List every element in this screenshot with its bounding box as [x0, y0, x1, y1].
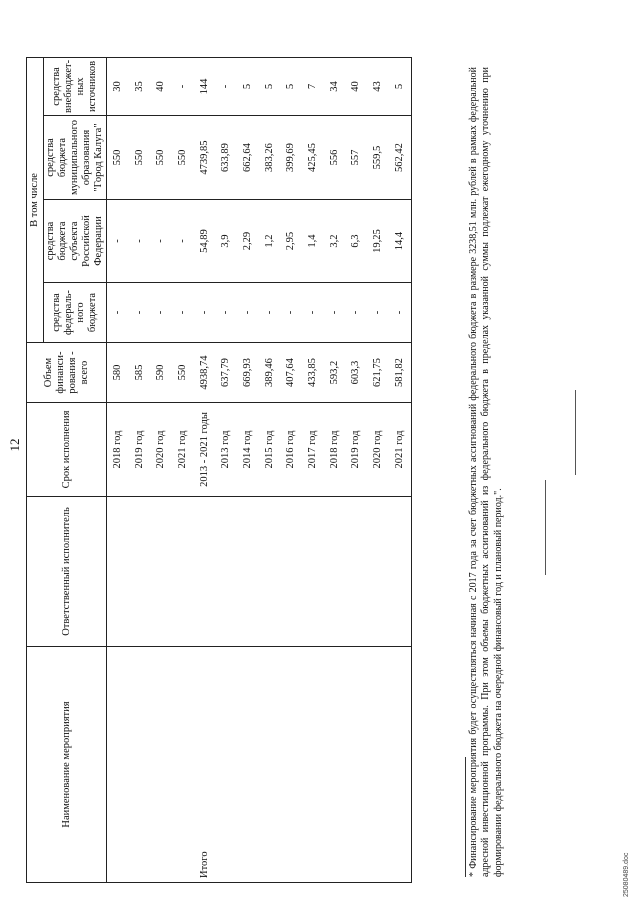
- cell-term: 2014 год: [237, 403, 259, 497]
- cell-municipal: 550: [150, 116, 172, 200]
- cell-municipal: 425,45: [302, 116, 324, 200]
- header-group: В том числе: [27, 57, 44, 342]
- header-name: Наименование мероприятия: [27, 647, 107, 883]
- cell-regional: 54,89: [194, 200, 216, 283]
- cell-extra: 30: [107, 57, 129, 115]
- cell-regional: 2,95: [281, 200, 303, 283]
- table-row: [346, 57, 368, 882]
- cell-regional: -: [129, 200, 151, 283]
- cell-volume: 581,82: [389, 343, 411, 403]
- cell-name: [129, 647, 151, 883]
- cell-municipal: 562,42: [389, 116, 411, 200]
- cell-municipal: 556: [324, 116, 346, 200]
- cell-volume: 407,64: [281, 343, 303, 403]
- cell-executor: [107, 497, 129, 647]
- cell-executor: [389, 497, 411, 647]
- cell-extra: 7: [302, 57, 324, 115]
- header-extra: средства внебюджет-ных источников: [44, 57, 107, 115]
- cell-executor: [346, 497, 368, 647]
- document-id: 25080489.doc: [623, 852, 630, 897]
- cell-municipal: 633,89: [215, 116, 237, 200]
- cell-federal: -: [215, 283, 237, 343]
- cell-name: [172, 647, 194, 883]
- cell-volume: 580: [107, 343, 129, 403]
- cell-volume: 593,2: [324, 343, 346, 403]
- cell-executor: [194, 497, 216, 647]
- header-federal: средства федераль-ного бюджета: [44, 283, 107, 343]
- cell-name: [259, 647, 281, 883]
- cell-extra: 35: [129, 57, 151, 115]
- cell-executor: [215, 497, 237, 647]
- header-executor: Ответственный исполнитель: [27, 497, 107, 647]
- cell-federal: -: [302, 283, 324, 343]
- cell-term: 2020 год: [367, 403, 389, 497]
- cell-executor: [172, 497, 194, 647]
- table-row: [324, 57, 346, 882]
- cell-name: [302, 647, 324, 883]
- cell-municipal: 399,69: [281, 116, 303, 200]
- cell-federal: -: [194, 283, 216, 343]
- financing-table: [26, 57, 412, 883]
- table-body: [107, 57, 412, 882]
- cell-federal: -: [259, 283, 281, 343]
- cell-federal: -: [237, 283, 259, 343]
- cell-term: 2013 - 2021 годы: [194, 403, 216, 497]
- table-row: [215, 57, 237, 882]
- cell-term: 2019 год: [346, 403, 368, 497]
- cell-extra: 40: [150, 57, 172, 115]
- cell-term: 2016 год: [281, 403, 303, 497]
- cell-executor: [129, 497, 151, 647]
- cell-term: 2021 год: [172, 403, 194, 497]
- cell-volume: 4938,74: [194, 343, 216, 403]
- table-row: [150, 57, 172, 882]
- cell-term: 2018 год: [324, 403, 346, 497]
- cell-volume: 590: [150, 343, 172, 403]
- cell-extra: -: [172, 57, 194, 115]
- table-row: [302, 57, 324, 882]
- table-row: [194, 57, 216, 882]
- cell-term: 2018 год: [107, 403, 129, 497]
- cell-term: 2017 год: [302, 403, 324, 497]
- cell-regional: 1,4: [302, 200, 324, 283]
- cell-extra: 43: [367, 57, 389, 115]
- cell-federal: -: [324, 283, 346, 343]
- page-number: 12: [7, 438, 22, 452]
- cell-volume: 389,46: [259, 343, 281, 403]
- cell-executor: [302, 497, 324, 647]
- cell-municipal: 550: [107, 116, 129, 200]
- cell-extra: 5: [259, 57, 281, 115]
- divider-short: [545, 480, 546, 575]
- cell-federal: -: [172, 283, 194, 343]
- cell-name: [324, 647, 346, 883]
- cell-executor: [367, 497, 389, 647]
- cell-municipal: 4739,85: [194, 116, 216, 200]
- cell-extra: 5: [281, 57, 303, 115]
- divider-short-2: [575, 390, 576, 475]
- table-row: [367, 57, 389, 882]
- cell-municipal: 557: [346, 116, 368, 200]
- cell-federal: -: [150, 283, 172, 343]
- cell-executor: [237, 497, 259, 647]
- table-row: [259, 57, 281, 882]
- cell-extra: -: [215, 57, 237, 115]
- cell-executor: [281, 497, 303, 647]
- cell-name: [281, 647, 303, 883]
- header-municipal: средства бюджета муниципального образования "Город Калуга": [44, 116, 107, 200]
- header-regional: средства бюджета субъекта Российской Федерации: [44, 200, 107, 283]
- table-row: [107, 57, 129, 882]
- cell-term: 2020 год: [150, 403, 172, 497]
- cell-federal: -: [129, 283, 151, 343]
- cell-volume: 550: [172, 343, 194, 403]
- cell-volume: 637,79: [215, 343, 237, 403]
- cell-volume: 669,93: [237, 343, 259, 403]
- cell-federal: -: [346, 283, 368, 343]
- cell-executor: [259, 497, 281, 647]
- cell-volume: 603,3: [346, 343, 368, 403]
- cell-regional: 2,29: [237, 200, 259, 283]
- cell-volume: 433,85: [302, 343, 324, 403]
- cell-volume: 621,75: [367, 343, 389, 403]
- cell-term: 2021 год: [389, 403, 411, 497]
- cell-regional: 14,4: [389, 200, 411, 283]
- cell-term: 2013 год: [215, 403, 237, 497]
- cell-name: [237, 647, 259, 883]
- cell-regional: 6,3: [346, 200, 368, 283]
- table-row: [172, 57, 194, 882]
- header-volume: Объем финанси-рования - всего: [27, 343, 107, 403]
- cell-name: [215, 647, 237, 883]
- cell-regional: 1,2: [259, 200, 281, 283]
- cell-extra: 5: [389, 57, 411, 115]
- cell-extra: 144: [194, 57, 216, 115]
- cell-regional: -: [150, 200, 172, 283]
- cell-name: [346, 647, 368, 883]
- table-row: [281, 57, 303, 882]
- cell-regional: 3,9: [215, 200, 237, 283]
- cell-municipal: 550: [129, 116, 151, 200]
- cell-federal: -: [107, 283, 129, 343]
- cell-regional: 3,2: [324, 200, 346, 283]
- cell-regional: 19,25: [367, 200, 389, 283]
- cell-extra: 5: [237, 57, 259, 115]
- cell-term: 2015 год: [259, 403, 281, 497]
- cell-volume: 585: [129, 343, 151, 403]
- cell-extra: 40: [346, 57, 368, 115]
- cell-name: [150, 647, 172, 883]
- cell-extra: 34: [324, 57, 346, 115]
- cell-term: 2019 год: [129, 403, 151, 497]
- footnote-rule: [465, 757, 466, 877]
- cell-municipal: 383,26: [259, 116, 281, 200]
- header-term: Срок исполнения: [27, 403, 107, 497]
- cell-municipal: 550: [172, 116, 194, 200]
- cell-name: [107, 647, 129, 883]
- cell-name: [389, 647, 411, 883]
- cell-executor: [324, 497, 346, 647]
- cell-regional: -: [172, 200, 194, 283]
- table-row: [129, 57, 151, 882]
- cell-name: [367, 647, 389, 883]
- footnote: * Финансирование мероприятия будет осуществляться начиная с 2017 года за счет бюджетных ассигнований федерального бюджета в размере 3238,51 млн. рублей в рамках федеральной адресной инвестиционной программы. При этом объемы бюджетных ассигнований из федерального бюджета в пределах указанной суммы подлежат ежегодному уточнению при формировании федерального бюджета на очередной финансовый год и плановый период.".: [468, 67, 504, 877]
- cell-municipal: 559,5: [367, 116, 389, 200]
- table-row: [389, 57, 411, 882]
- cell-regional: -: [107, 200, 129, 283]
- cell-executor: [150, 497, 172, 647]
- cell-federal: -: [367, 283, 389, 343]
- cell-federal: -: [281, 283, 303, 343]
- cell-municipal: 662,64: [237, 116, 259, 200]
- cell-federal: -: [389, 283, 411, 343]
- cell-name: Итого: [194, 647, 216, 883]
- table-row: [237, 57, 259, 882]
